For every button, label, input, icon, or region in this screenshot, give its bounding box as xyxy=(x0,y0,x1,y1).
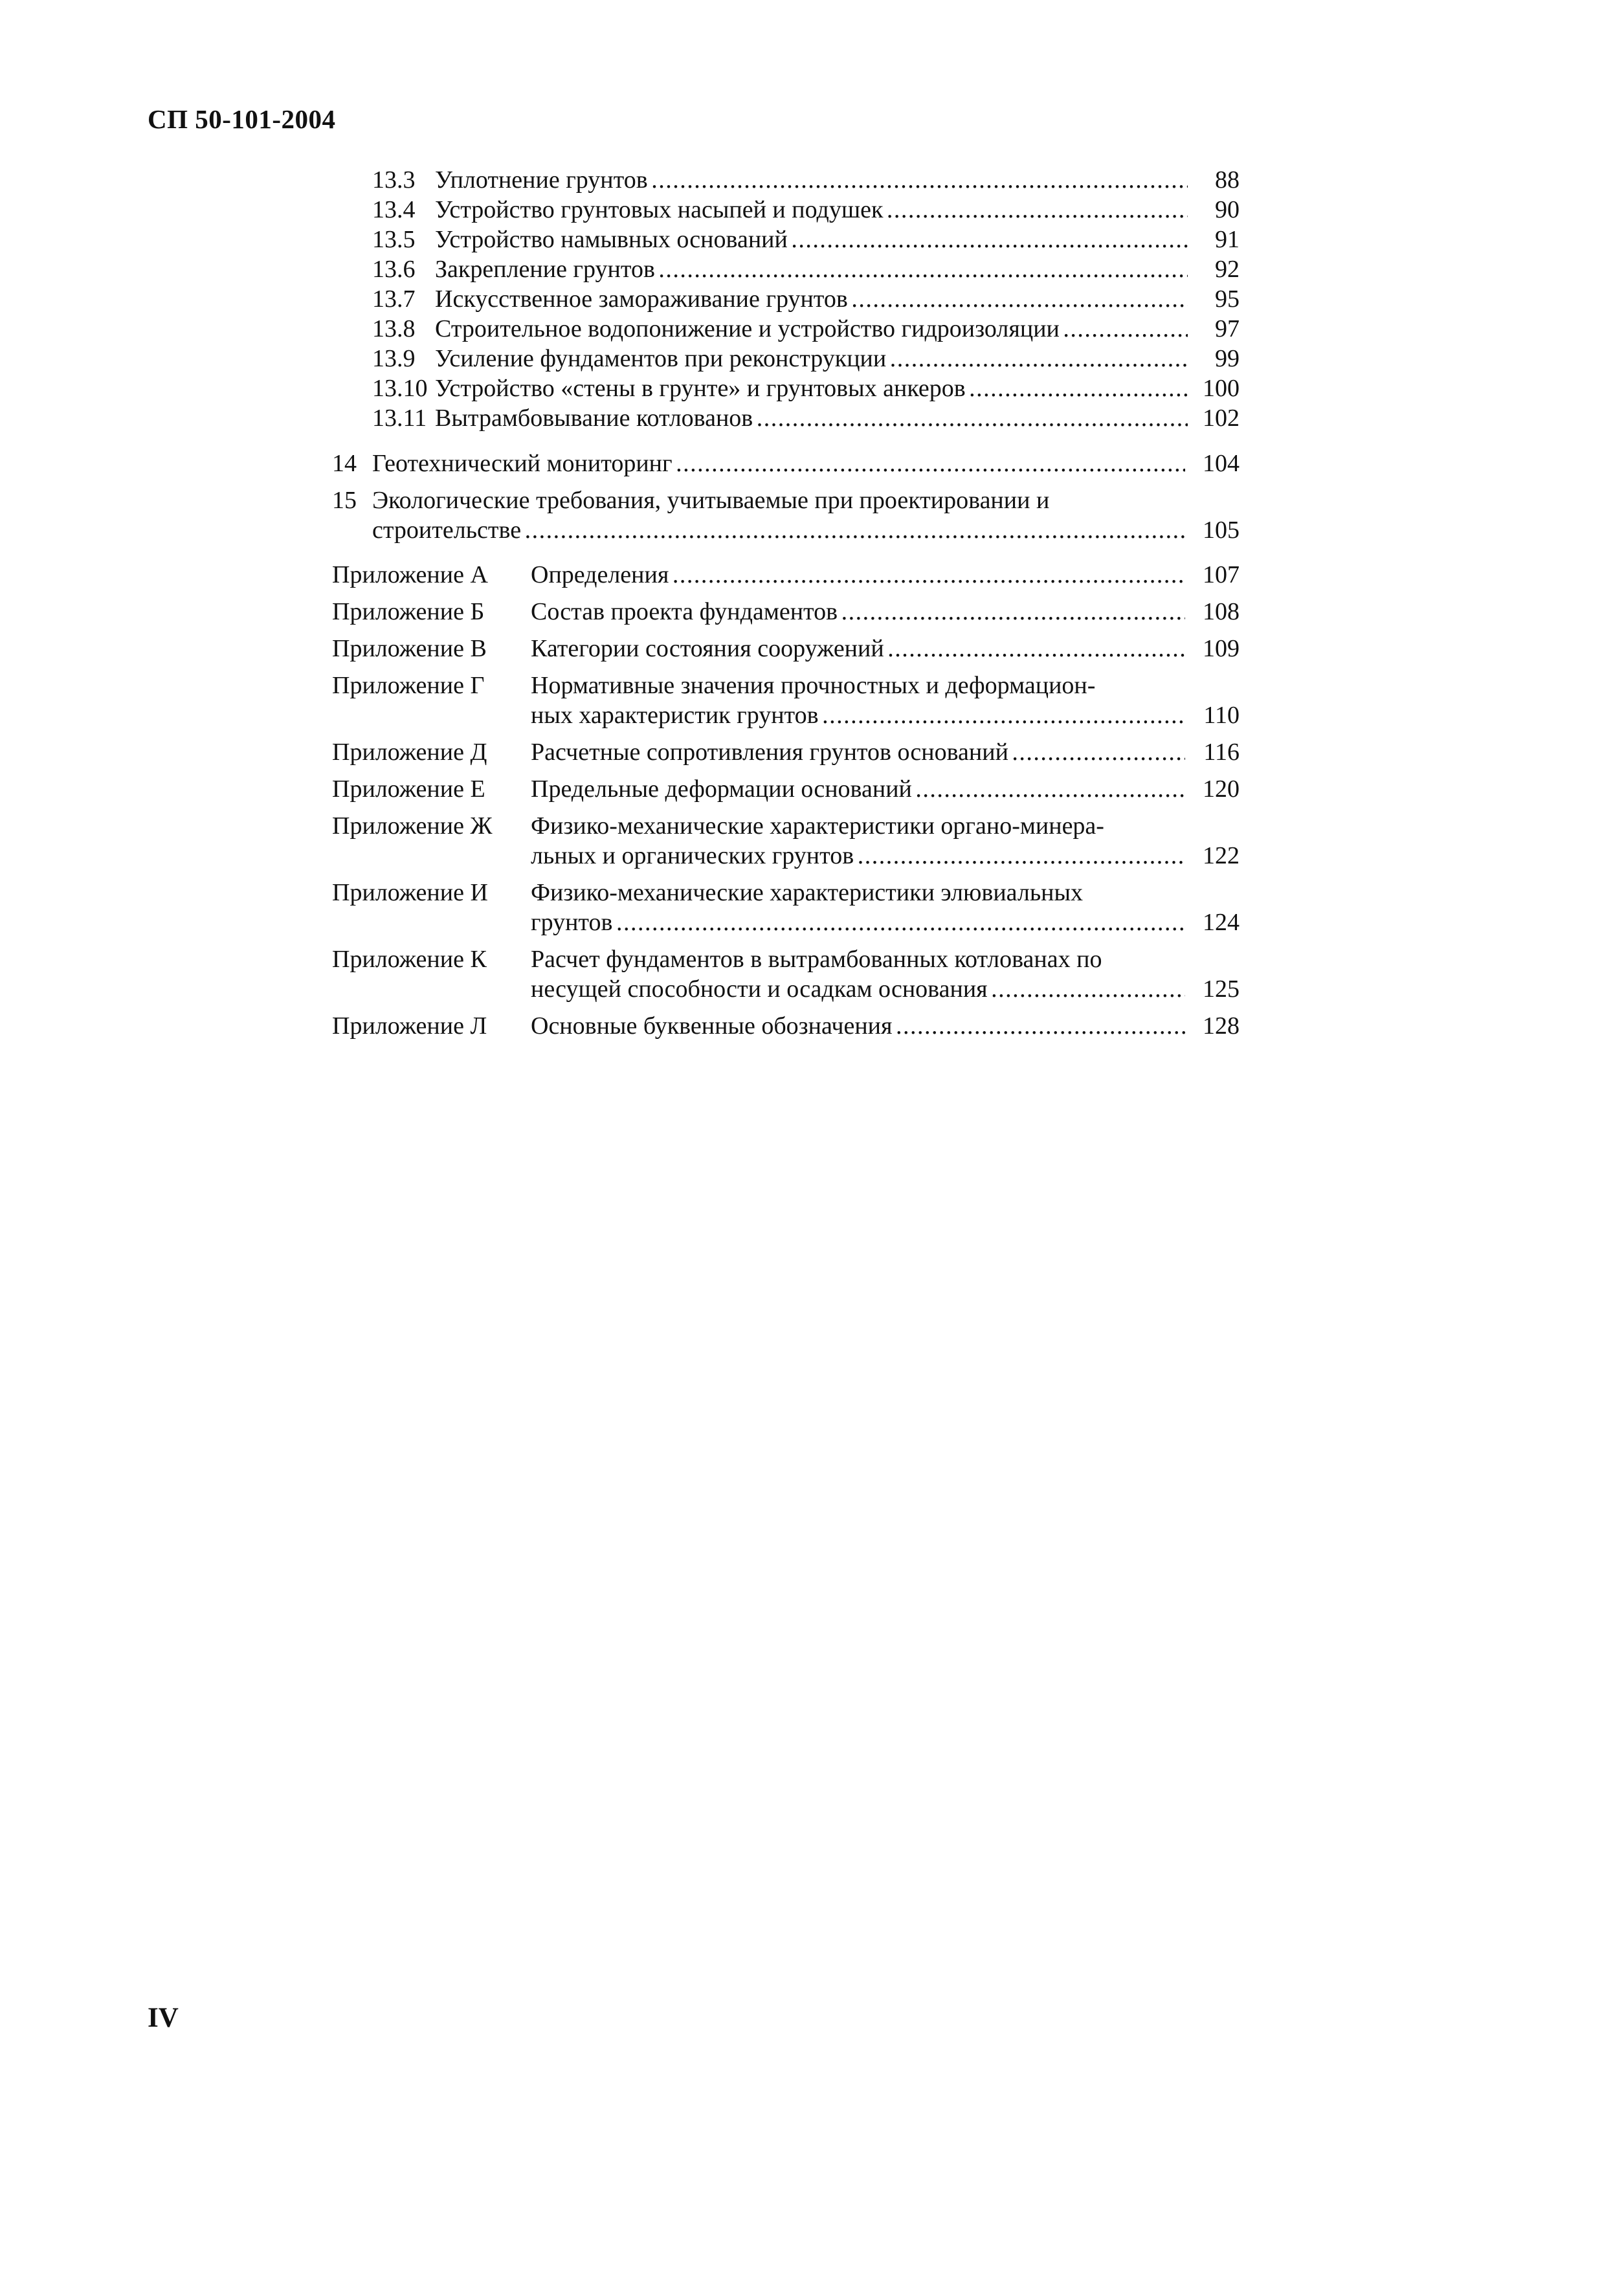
toc-entry-15 xyxy=(332,485,1240,545)
appendix-page: 125 xyxy=(1203,975,1240,1003)
toc-entry-number: 13.7 xyxy=(372,285,416,313)
toc-entry-title: Искусственное замораживание грунтов . . . xyxy=(435,284,1188,314)
toc-appendix-i xyxy=(332,878,1240,937)
appendix-title: Состав проекта фундаментов . . . xyxy=(531,597,1185,627)
page-number: IV xyxy=(148,2003,179,2033)
toc-appendix-b xyxy=(332,597,1240,627)
toc-entry-13-9 xyxy=(372,344,1240,373)
appendix-title-continued: льных и органических грунтов . . . xyxy=(531,841,1185,871)
toc-entry-number: 13.8 xyxy=(372,315,416,342)
toc-entry-number: 13.11 xyxy=(372,405,427,432)
appendix-title-continued: ных характеристик грунтов . . . xyxy=(531,700,1185,730)
toc-entry-page: 91 xyxy=(1215,226,1240,253)
toc-entry-14 xyxy=(332,449,1240,478)
toc-entry-page: 99 xyxy=(1215,345,1240,372)
toc-entry-page: 97 xyxy=(1215,315,1240,342)
toc-entry-13-6 xyxy=(372,254,1240,284)
toc-entry-13-3 xyxy=(372,165,1240,195)
appendix-title: Нормативные значения прочностных и деформацион- xyxy=(531,672,1096,699)
toc-entry-title: Экологические требования, учитываемые при проектировании и xyxy=(372,487,1050,514)
appendix-title: Предельные деформации оснований . . . xyxy=(531,774,1185,804)
appendix-title: Расчетные сопротивления грунтов оснований . . . xyxy=(531,737,1185,767)
toc-entry-13-8 xyxy=(372,314,1240,344)
document-code: СП 50-101-2004 xyxy=(148,104,336,134)
toc-entry-title: Устройство намывных оснований . . . xyxy=(435,225,1188,254)
appendix-page: 116 xyxy=(1203,739,1240,766)
toc-entry-number: 14 xyxy=(332,450,357,477)
toc-entry-title: Вытрамбовывание котлованов . . . xyxy=(435,403,1188,433)
appendix-label: Приложение А xyxy=(332,561,488,588)
appendix-page: 120 xyxy=(1203,775,1240,803)
toc-entry-13-5 xyxy=(372,225,1240,254)
appendix-page: 109 xyxy=(1203,635,1240,662)
appendix-title: Физико-механические характеристики органо-минера- xyxy=(531,812,1104,840)
appendix-label: Приложение Л xyxy=(332,1012,487,1040)
appendix-page: 110 xyxy=(1203,702,1240,729)
toc-appendix-v xyxy=(332,634,1240,663)
appendix-label: Приложение Б xyxy=(332,598,485,625)
toc-appendix-e xyxy=(332,774,1240,804)
appendix-label: Приложение Г xyxy=(332,672,485,699)
toc-entry-page: 104 xyxy=(1203,450,1240,477)
toc-entry-page: 90 xyxy=(1215,196,1240,223)
appendix-title: Определения . . . xyxy=(531,560,1185,590)
appendix-title: Категории состояния сооружений . . . xyxy=(531,634,1185,663)
appendix-label: Приложение И xyxy=(332,879,488,906)
appendix-page: 124 xyxy=(1203,909,1240,936)
appendix-title: Физико-механические характеристики элювиальных xyxy=(531,879,1084,906)
appendix-label: Приложение Ж xyxy=(332,812,493,840)
toc-entry-page: 105 xyxy=(1203,517,1240,544)
toc-entry-number: 13.6 xyxy=(372,256,416,283)
toc-entry-page: 95 xyxy=(1215,285,1240,313)
toc-appendix-k xyxy=(332,944,1240,1004)
toc-entry-title-continued: строительстве . . . xyxy=(372,515,1185,545)
appendix-title: Расчет фундаментов в вытрамбованных котлованах по xyxy=(531,946,1102,973)
toc-entry-number: 13.10 xyxy=(372,375,428,402)
toc-appendix-a xyxy=(332,560,1240,590)
toc-entry-number: 13.4 xyxy=(372,196,416,223)
toc-entry-page: 100 xyxy=(1203,375,1240,402)
appendix-title-continued: грунтов . . . xyxy=(531,908,1185,937)
appendix-label: Приложение Е xyxy=(332,775,485,803)
toc-appendix-zh xyxy=(332,811,1240,871)
toc-appendix-g xyxy=(332,671,1240,730)
appendix-label: Приложение К xyxy=(332,946,487,973)
toc-entry-title: Строительное водопонижение и устройство гидроизоляции . . . xyxy=(435,314,1188,344)
appendix-page: 108 xyxy=(1203,598,1240,625)
toc-entry-13-11 xyxy=(372,403,1240,433)
toc-entry-page: 88 xyxy=(1215,166,1240,194)
appendix-page: 122 xyxy=(1203,842,1240,869)
appendix-page: 107 xyxy=(1203,561,1240,588)
toc-entry-number: 13.3 xyxy=(372,166,416,194)
toc-entry-page: 92 xyxy=(1215,256,1240,283)
toc-entry-13-7 xyxy=(372,284,1240,314)
toc-entry-title: Устройство «стены в грунте» и грунтовых анкеров . . . xyxy=(435,373,1188,403)
toc-entry-title: Устройство грунтовых насыпей и подушек . . . xyxy=(435,195,1188,225)
toc-entry-title: Усиление фундаментов при реконструкции . . . xyxy=(435,344,1188,373)
toc-entry-13-4 xyxy=(372,195,1240,225)
toc-entry-page: 102 xyxy=(1203,405,1240,432)
toc-entry-number: 15 xyxy=(332,487,357,514)
toc-entry-title: Геотехнический мониторинг . . . xyxy=(372,449,1185,478)
toc-entry-title: Уплотнение грунтов . . . xyxy=(435,165,1188,195)
appendix-page: 128 xyxy=(1203,1012,1240,1040)
toc-appendix-d xyxy=(332,737,1240,767)
appendix-label: Приложение Д xyxy=(332,739,487,766)
toc-appendix-l xyxy=(332,1011,1240,1041)
appendix-title: Основные буквенные обозначения . . . xyxy=(531,1011,1185,1041)
appendix-title-continued: несущей способности и осадкам основания . . . xyxy=(531,974,1185,1004)
toc-entry-number: 13.5 xyxy=(372,226,416,253)
appendix-label: Приложение В xyxy=(332,635,487,662)
toc-entry-title: Закрепление грунтов . . . xyxy=(435,254,1188,284)
toc-entry-number: 13.9 xyxy=(372,345,416,372)
toc-entry-13-10 xyxy=(372,373,1240,403)
